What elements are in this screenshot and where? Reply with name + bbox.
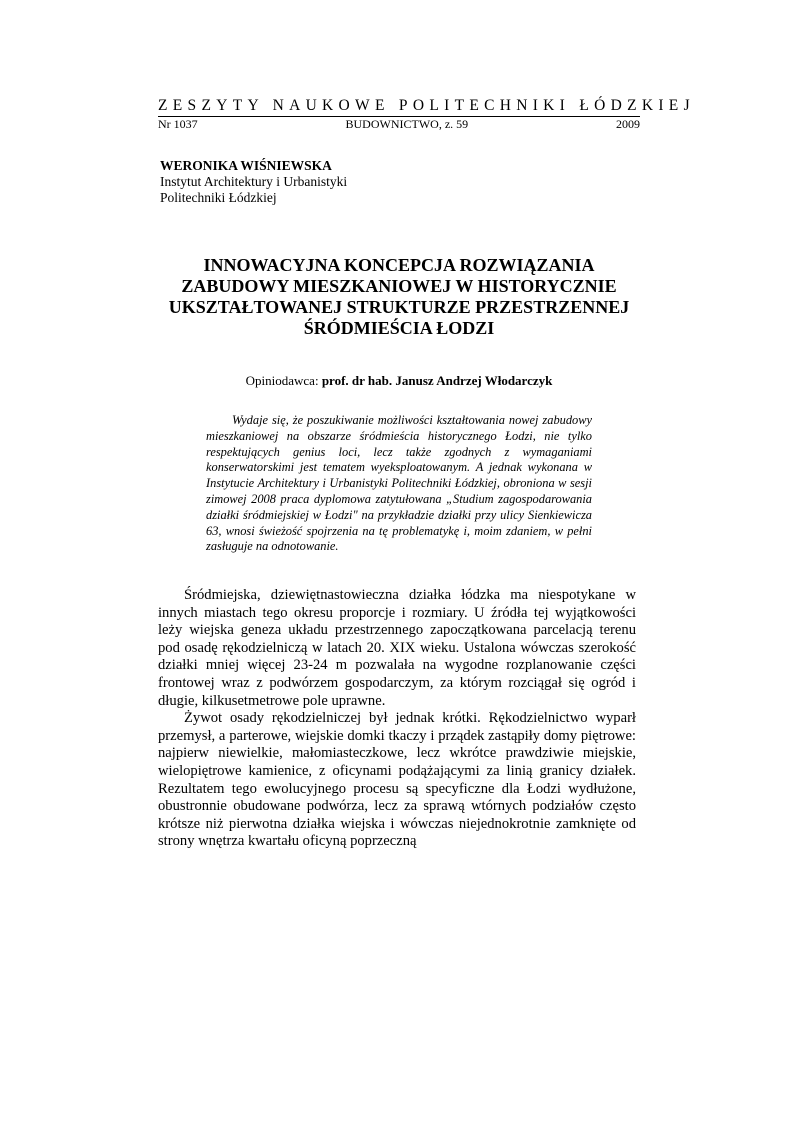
series-label: BUDOWNICTWO, z. 59 [345, 117, 469, 131]
author-name: WERONIKA WIŚNIEWSKA [160, 158, 332, 173]
reviewer-label: Opiniodawca: [245, 373, 322, 388]
abstract [206, 413, 592, 555]
body-text [158, 587, 636, 851]
reviewer-name: prof. dr hab. Janusz Andrzej Włodarczyk [321, 373, 553, 388]
article-title [158, 255, 640, 339]
reviewer-line [158, 373, 640, 389]
title-line-1: INNOWACYJNA KONCEPCJA ROZWIĄZANIA [203, 255, 595, 275]
affiliation-line-1: Instytut Architektury i Urbanistyki [160, 174, 348, 189]
title-line-4: ŚRÓDMIEŚCIA ŁODZI [303, 318, 495, 338]
abstract-text: Wydaje się, że poszukiwanie możliwości kształtowania nowej zabudowy mieszkaniowej na obszarze śródmieścia historycznego Łodzi, nie tylko respektujących genius loci, lecz także zgodnych z wymaganiami konserwatorskimi jest tematem wyeksploatowanym. A jednak wykonana w Instytucie Architektury i Urbanistyki Politechniki Łódzkiej, obroniona w sesji zimowej 2008 praca dyplomowa zatytułowana „Studium zagospodarowania działki śródmiejskiej w Łodzi" na przykładzie działki przy ulicy Sienkiewicza 63, wnosi świeżość spojrzenia na tę problematykę i, moim zdaniem, w pełni zasługuje na odnotowanie. [206, 413, 592, 554]
issue-number: Nr 1037 [158, 117, 198, 131]
publication-year: 2009 [615, 117, 640, 131]
journal-title: ZESZYTY NAUKOWE POLITECHNIKI ŁÓDZKIEJ [158, 97, 695, 114]
title-line-3: UKSZTAŁTOWANEJ STRUKTURZE PRZESTRZENNEJ [168, 297, 630, 317]
title-line-2: ZABUDOWY MIESZKANIOWEJ W HISTORYCZNIE [181, 276, 617, 296]
issue-info-row [158, 117, 640, 133]
body-paragraph-2: Żywot osady rękodzielniczej był jednak krótki. Rękodzielnictwo wyparł przemysł, a parterowe, wiejskie domki tkaczy i prządek zastąpiły domy piętrowe: najpierw niewielkie, małomiasteczkowe, lecz wkrótce prawdziwie miejskie, wielopiętrowe kamienice, z oficynami podążającymi za linią granicy działek. Rezultatem tego ewolucyjnego procesu są specyficzne dla Łodzi wydłużone, obustronnie obudowane podwórza, lecz za sprawą wtórnych podziałów często krótsze niż pierwotna działka wiejska i wówczas niejednokrotnie zamknięte od strony wnętrza kwartału oficyną poprzeczną [158, 710, 636, 850]
body-paragraph-1: Śródmiejska, dziewiętnastowieczna działka łódzka ma niespotykane w innych miastach tego okresu proporcje i rozmiary. U źródła tej wyjątkowości leży wiejska geneza układu przestrzennego zapoczątkowana parcelacją terenu pod osadę rękodzielniczą w latach 20. XIX wieku. Ustalona wówczas szerokość działki mniej więcej 23-24 m pozwalała na wygodne rozplanowanie części frontowej wraz z podwórzem gospodarczym, za którym rozciągał się ogród i długie, kilkusetmetrowe pole uprawne. [158, 587, 636, 709]
affiliation-line-2: Politechniki Łódzkiej [160, 190, 277, 205]
author-block [160, 158, 560, 206]
